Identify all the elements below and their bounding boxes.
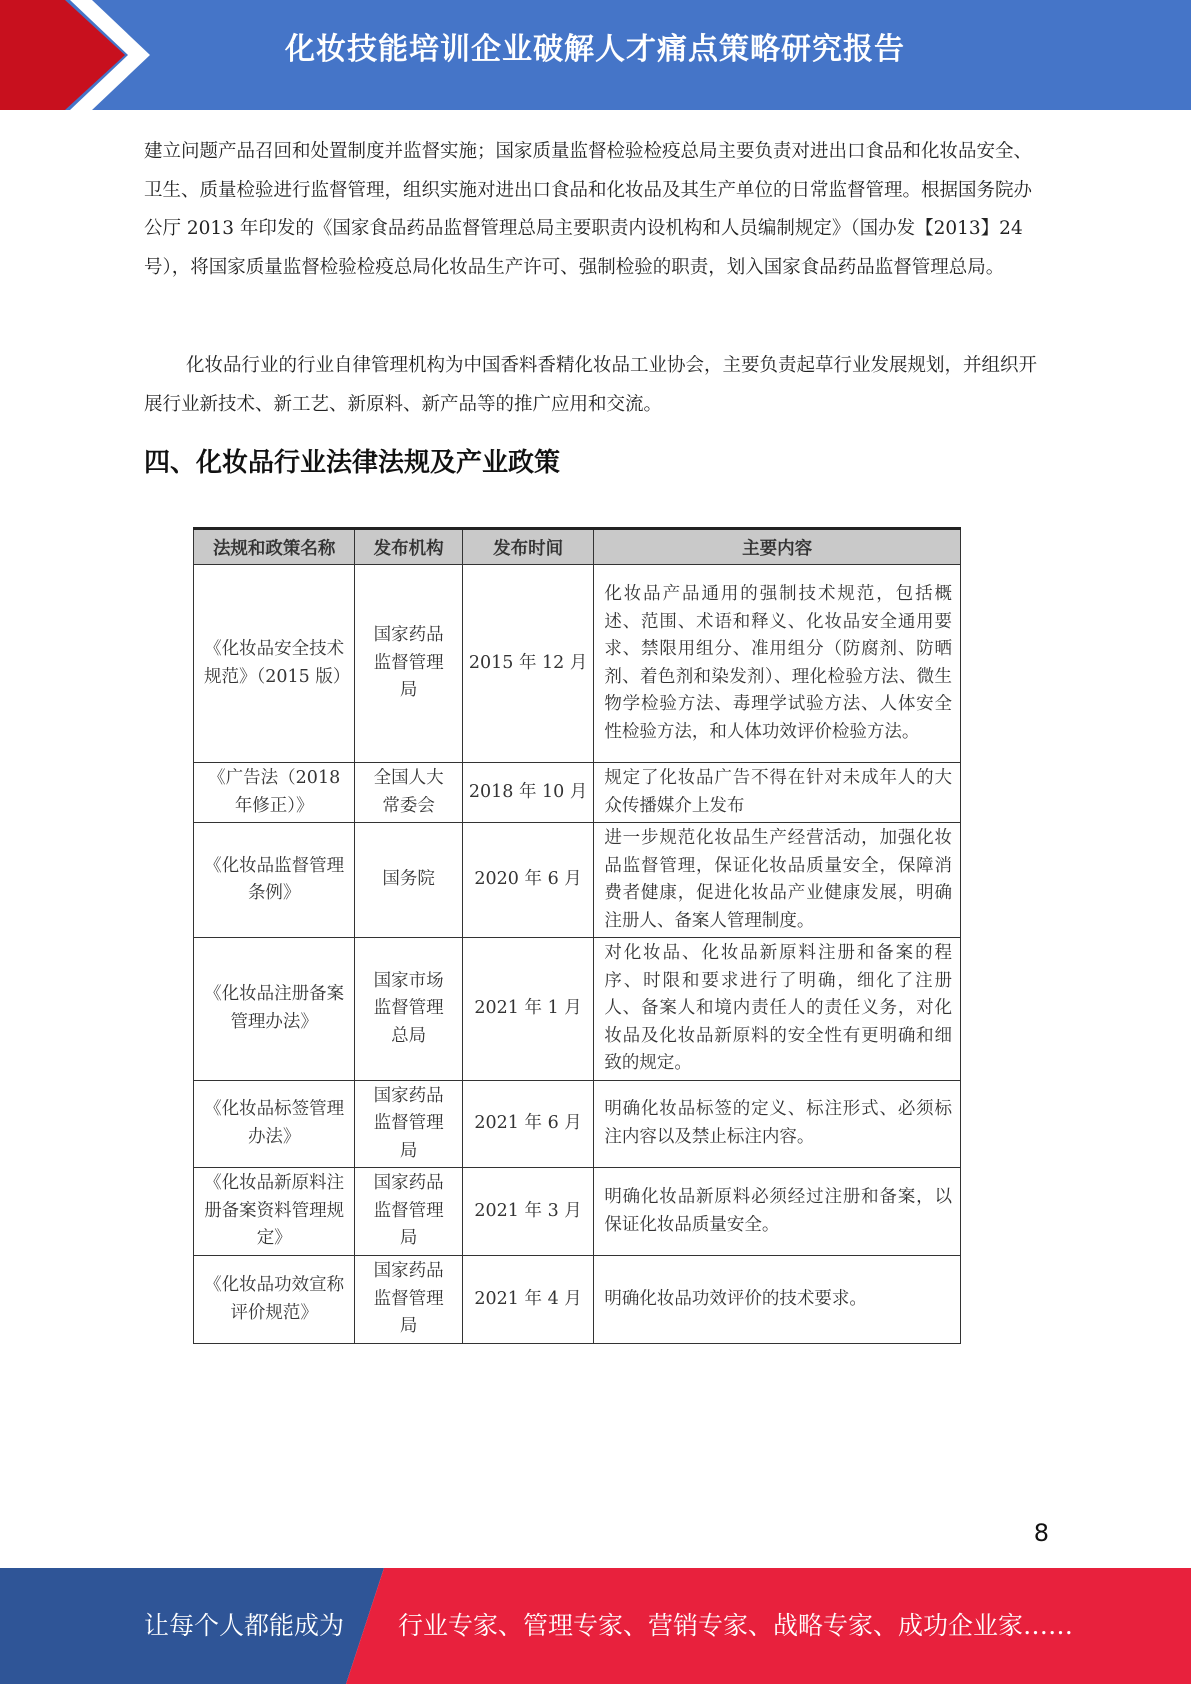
policy-name-cell: 《化妆品功效宣称评价规范》 [194,1256,355,1344]
issuing-org-cell: 国家药品监督管理局 [355,1168,462,1256]
main-content-cell: 化妆品产品通用的强制技术规范，包括概述、范围、术语和释义、化妆品安全通用要求、禁限用组分、准用组分（防腐剂、防晒剂、着色剂和染发剂）、理化检验方法、微生物学检验方法、毒理学试验方法、人体安全性检验方法，和人体功效评价检验方法。 [594,565,961,763]
issuing-org-cell: 国务院 [355,823,462,938]
issue-date-cell: 2021 年 4 月 [462,1256,594,1344]
page-footer [0,1568,1191,1684]
policy-name-cell: 《化妆品安全技术规范》（2015 版） [194,565,355,763]
table-header-row [194,529,961,565]
body-paragraph-1: 建立问题产品召回和处置制度并监督实施；国家质量监督检验检疫总局主要负责对进出口食品和化妆品安全、卫生、质量检验进行监督管理，组织实施对进出口食品和化妆品及其生产单位的日常监督管理。根据国务院办公厅 2013 年印发的《国家食品药品监督管理总局主要职责内设机构和人员编制规定》（国办发【2013】24 号），将国家质量监督检验检疫总局化妆品生产许可、强制检验的职责，划入国家食品药品监督管理总局。 [144,141,1033,278]
issue-date-cell: 2015 年 12 月 [462,565,594,763]
issuing-org-cell: 国家药品监督管理局 [355,565,462,763]
header-cell-name: 法规和政策名称 [194,529,355,565]
table-row [194,1168,961,1256]
main-content-cell: 对化妆品、化妆品新原料注册和备案的程序、时限和要求进行了明确，细化了注册人、备案人和境内责任人的责任义务，对化妆品及化妆品新原料的安全性有更明确和细致的规定。 [594,938,961,1081]
issuing-org-cell: 国家市场监督管理总局 [355,938,462,1081]
table-row [194,823,961,938]
issuing-org-cell: 全国人大常委会 [355,763,462,823]
main-content-cell: 进一步规范化妆品生产经营活动，加强化妆品监督管理，保证化妆品质量安全，保障消费者健康，促进化妆品产业健康发展，明确注册人、备案人管理制度。 [594,823,961,938]
main-content-cell: 明确化妆品标签的定义、标注形式、必须标注内容以及禁止标注内容。 [594,1080,961,1168]
table-row [194,565,961,763]
issuing-org-cell: 国家药品监督管理局 [355,1256,462,1344]
issue-date-cell: 2018 年 10 月 [462,763,594,823]
body-paragraph-2: 化妆品行业的行业自律管理机构为中国香料香精化妆品工业协会，主要负责起草行业发展规划，并组织开展行业新技术、新工艺、新原料、新产品等的推广应用和交流。 [144,355,1038,415]
header-cell-org: 发布机构 [355,529,462,565]
footer-slogan-left: 让每个人都能成为 [144,1611,345,1640]
policy-name-cell: 《化妆品新原料注册备案资料管理规定》 [194,1168,355,1256]
main-content-cell: 规定了化妆品广告不得在针对未成年人的大众传播媒介上发布 [594,763,961,823]
header-cell-content: 主要内容 [594,529,961,565]
footer-slogan-right: 行业专家、管理专家、营销专家、战略专家、成功企业家…… [398,1611,1074,1640]
table-row [194,1080,961,1168]
policy-table [193,527,961,1344]
main-content-cell: 明确化妆品新原料必须经过注册和备案，以保证化妆品质量安全。 [594,1168,961,1256]
table-row [194,938,961,1081]
issue-date-cell: 2021 年 6 月 [462,1080,594,1168]
policy-name-cell: 《化妆品监督管理条例》 [194,823,355,938]
table-row [194,1256,961,1344]
page-header [0,0,1191,110]
policy-name-cell: 《化妆品注册备案管理办法》 [194,938,355,1081]
report-title: 化妆技能培训企业破解人才痛点策略研究报告 [285,32,905,67]
issue-date-cell: 2021 年 3 月 [462,1168,594,1256]
page-number: 8 [1033,1519,1049,1547]
issue-date-cell: 2021 年 1 月 [462,938,594,1081]
table-row [194,763,961,823]
policy-name-cell: 《化妆品标签管理办法》 [194,1080,355,1168]
main-content-cell: 明确化妆品功效评价的技术要求。 [594,1256,961,1344]
header-cell-date: 发布时间 [462,529,594,565]
header-arrow-decoration [0,0,160,110]
issuing-org-cell: 国家药品监督管理局 [355,1080,462,1168]
issue-date-cell: 2020 年 6 月 [462,823,594,938]
section-heading: 四、化妆品行业法律法规及产业政策 [144,448,561,478]
policy-name-cell: 《广告法（2018 年修正）》 [194,763,355,823]
